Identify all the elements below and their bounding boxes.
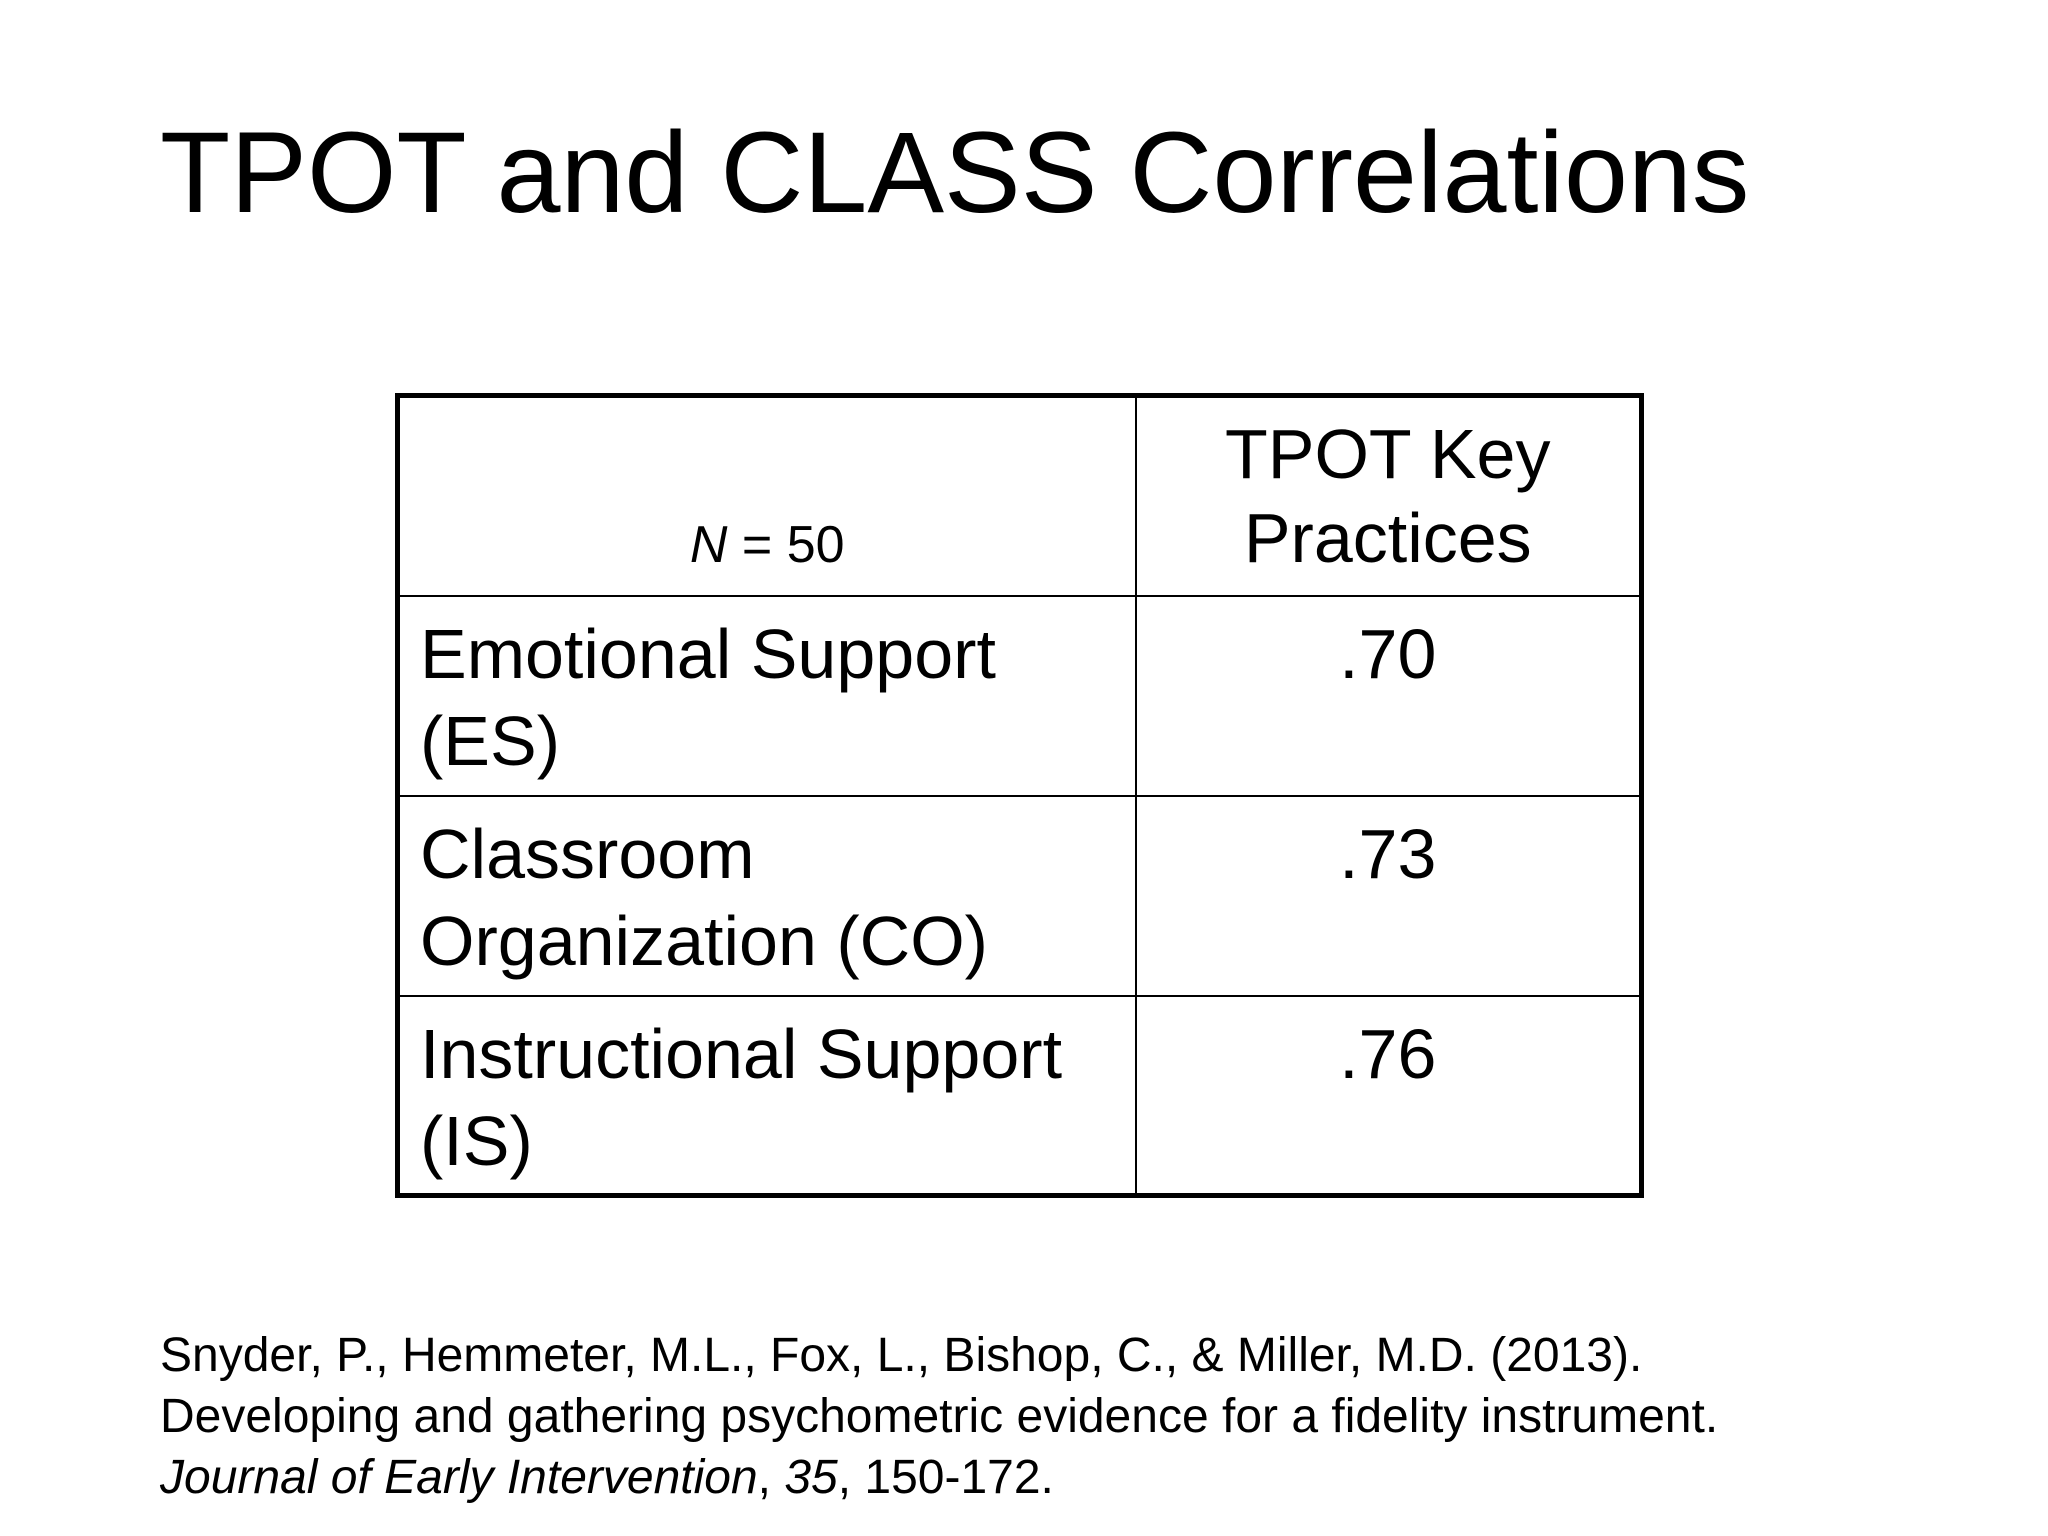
sample-size-symbol: N [689, 515, 728, 574]
row-label-instructional-support: Instructional Support (IS) [398, 996, 1136, 1196]
citation [160, 1325, 1960, 1508]
citation-volume: 35 [784, 1451, 838, 1504]
citation-article-title: Developing and gathering psychometric evidence for a fidelity instrument. [160, 1390, 1719, 1443]
row-value-instructional-support: .76 [1136, 996, 1642, 1196]
citation-pages: , 150-172. [837, 1451, 1054, 1504]
row-label-emotional-support: Emotional Support (ES) [398, 596, 1136, 796]
row-value-emotional-support: .70 [1136, 596, 1642, 796]
table-header-row [398, 396, 1642, 596]
citation-journal: Journal of Early Intervention [160, 1451, 758, 1504]
row-label-classroom-organization: Classroom Organization (CO) [398, 796, 1136, 996]
table-row [398, 596, 1642, 796]
correlation-table [395, 393, 1644, 1198]
column-header-tpot: TPOT Key Practices [1136, 396, 1642, 596]
table-row [398, 996, 1642, 1196]
citation-authors: Snyder, P., Hemmeter, M.L., Fox, L., Bishop, C., & Miller, M.D. (2013). [160, 1329, 1643, 1382]
citation-separator: , [757, 1451, 785, 1504]
table-row [398, 796, 1642, 996]
slide-title: TPOT and CLASS Correlations [160, 109, 1750, 237]
sample-size-cell [398, 396, 1136, 596]
sample-size-value: = 50 [727, 515, 845, 574]
row-value-classroom-organization: .73 [1136, 796, 1642, 996]
